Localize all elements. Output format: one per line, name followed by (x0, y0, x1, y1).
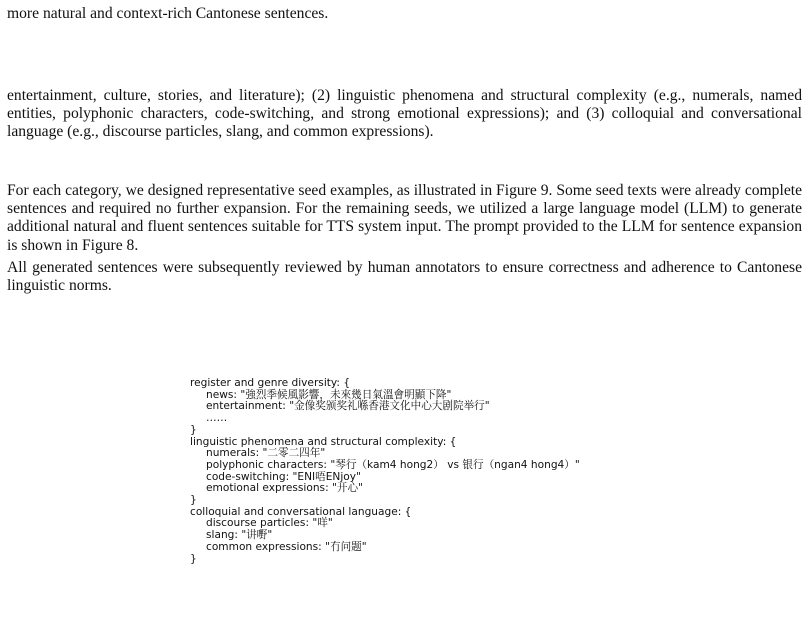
figure-line-brace: } (190, 552, 197, 565)
paragraph-human-review: All generated sentences were subsequently reviewed by human annotators to ensure correctness and adherence to Cantonese linguistic norms. (7, 259, 802, 295)
figure-line-item: entertainment: "金像奖颁奖礼喺香港文化中心大剧院举行" (206, 400, 490, 413)
paragraph-seed-examples: For each category, we designed representative seed examples, as illustrated in Figure 9. Some seed texts were already complete sentences and required no further expansion. For the remaining seeds, we utilized a large language model (LLM) to generate additional natural and fluent sentences suitable for TTS system input. The prompt provided to the LLM for sentence expansion is shown in Figure 8. (7, 182, 802, 254)
figure-line-item: slang: "讲嘢" (206, 529, 273, 542)
figure-line-item: emotional expressions: "开心" (206, 482, 363, 495)
figure-line-heading: register and genre diversity: { (190, 377, 351, 389)
figure-line-heading: linguistic phenomena and structural complexity: { (190, 435, 457, 448)
figure-line-ellipsis: …… (206, 412, 228, 425)
seed-examples-figure (190, 378, 690, 565)
figure-line-item: news: "強烈季候風影響，未來幾日氣溫會明顯下降" (206, 388, 452, 401)
figure-line-item: discourse particles: "咩" (206, 517, 333, 530)
figure-line-item: common expressions: "冇问题" (206, 540, 367, 553)
continued-sentence: more natural and context-rich Cantonese sentences. (7, 5, 329, 22)
figure-line-item: code-switching: "ENI唔ENjoy" (206, 470, 361, 483)
figure-line-item: numerals: "二零二四年" (206, 447, 326, 460)
figure-line-brace: } (190, 423, 197, 436)
figure-line-brace: } (190, 494, 197, 507)
figure-line-item: polyphonic characters: "琴行（kam4 hong2） vs 银行（ngan4 hong4）" (206, 458, 580, 471)
figure-line-heading: colloquial and conversational language: { (190, 505, 412, 518)
paragraph-categories: entertainment, culture, stories, and literature); (2) linguistic phenomena and structural complexity (e.g., numerals, named entities, polyphonic characters, code-switching, and strong emotional expressions); and (3) colloquial and conversational language (e.g., discourse particles, slang, and common expressions). (7, 87, 802, 141)
